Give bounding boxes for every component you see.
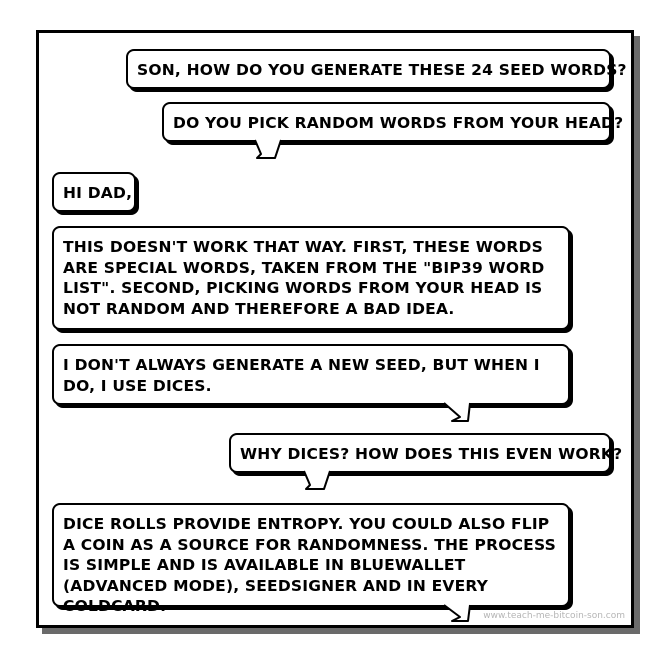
speech-bubble-son-1: HI DAD,: [52, 172, 136, 212]
speech-bubble-dad-1: SON, HOW DO YOU GENERATE THESE 24 SEED WORDS?: [126, 49, 611, 89]
speech-tail-son-4: [442, 603, 472, 623]
speech-bubble-son-2: THIS DOESN'T WORK THAT WAY. FIRST, THESE WORDS ARE SPECIAL WORDS, TAKEN FROM THE "BIP39 WORD LIST". SECOND, PICKING WORDS FROM YOUR HEAD IS NOT RANDOM AND THEREFORE A BAD IDEA.: [52, 226, 570, 330]
watermark: www.teach-me-bitcoin-son.com: [483, 611, 625, 621]
speech-tail-dad-2: [253, 138, 283, 160]
speech-tail-dad-3: [302, 469, 332, 491]
speech-bubble-son-3: I DON'T ALWAYS GENERATE A NEW SEED, BUT WHEN I DO, I USE DICES.: [52, 344, 570, 405]
comic-panel: [36, 30, 634, 628]
speech-tail-son-3: [442, 401, 472, 423]
speech-bubble-son-4: DICE ROLLS PROVIDE ENTROPY. YOU COULD ALSO FLIP A COIN AS A SOURCE FOR RANDOMNESS. THE PROCESS IS SIMPLE AND IS AVAILABLE IN BLUEWALLET (ADVANCED MODE), SEEDSIGNER AND IN EVERY COLDCARD.: [52, 503, 570, 607]
speech-bubble-dad-3: WHY DICES? HOW DOES THIS EVEN WORK?: [229, 433, 611, 473]
speech-bubble-dad-2: DO YOU PICK RANDOM WORDS FROM YOUR HEAD?: [162, 102, 611, 142]
